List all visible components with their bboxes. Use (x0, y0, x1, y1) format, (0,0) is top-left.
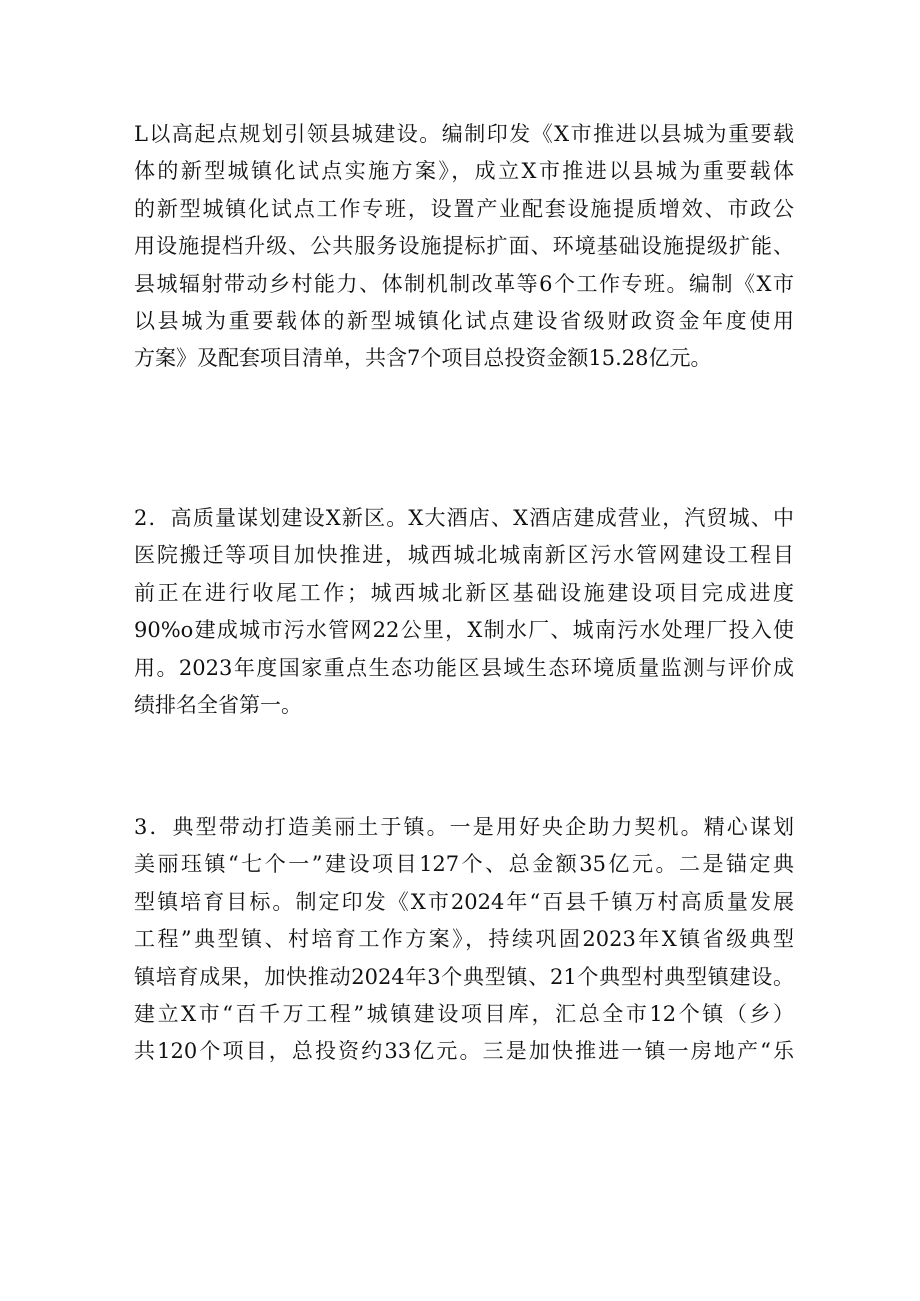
text-line: 方案》及配套项目清单，共含7个项目总投资金额15.28亿元。 (134, 346, 712, 371)
paragraph-beautiful-towns (134, 809, 794, 1071)
text-line: 体的新型城镇化试点实施方案》，成立X市推进以县城为重要载体 (134, 159, 794, 184)
text-line: 以县城为重要载体的新型城镇化试点建设省级财政资金年度使用 (134, 308, 794, 333)
text-line: 的新型城镇化试点工作专班，设置产业配套设施提质增效、市政公 (134, 196, 794, 221)
text-line: 型镇培育目标。制定印发《X市2024年“百县千镇万村高质量发展 (134, 889, 794, 914)
paragraph-county-planning (134, 116, 794, 378)
text-line: 前正在进行收尾工作；城西城北新区基础设施建设项目完成进度 (134, 580, 794, 605)
text-line: 医院搬迁等项目加快推进，城西城北城南新区污水管网建设工程目 (134, 543, 794, 568)
text-line: 建立X市“百千万工程”城镇建设项目库，汇总全市12个镇（乡） (134, 1001, 794, 1026)
text-line: 用。2023年度国家重点生态功能区县域生态环境质量监测与评价成 (134, 655, 794, 680)
text-line: 县城辐射带动乡村能力、体制机制改革等6个工作专班。编制《X市 (134, 271, 794, 296)
text-line: 共120个项目，总投资约33亿元。三是加快推进一镇一房地产“乐 (134, 1039, 794, 1064)
paragraph-new-district (134, 500, 794, 724)
text-line: L以高起点规划引领县城建设。编制印发《X市推进以县城为重要载 (134, 122, 794, 146)
text-line: 绩排名全省第一。 (134, 692, 302, 717)
text-line: 镇培育成果，加快推动2024年3个典型镇、21个典型村典型镇建设。 (134, 964, 794, 989)
text-line: 3．典型带动打造美丽土于镇。一是用好央企助力契机。精心谋划 (134, 815, 794, 839)
text-line: 用设施提档升级、公共服务设施提标扩面、环境基础设施提级扩能、 (134, 234, 794, 259)
text-line: 工程”典型镇、村培育工作方案》，持续巩固2023年X镇省级典型 (134, 927, 794, 952)
text-line: 90%o建成城市污水管网22公里，X制水厂、城南污水处理厂投入使 (134, 618, 794, 643)
text-line: 美丽珏镇“七个一”建设项目127个、总金额35亿元。二是锚定典 (134, 852, 794, 877)
text-line: 2．高质量谋划建设X新区。X大酒店、X酒店建成营业，汽贸城、中 (134, 506, 794, 530)
